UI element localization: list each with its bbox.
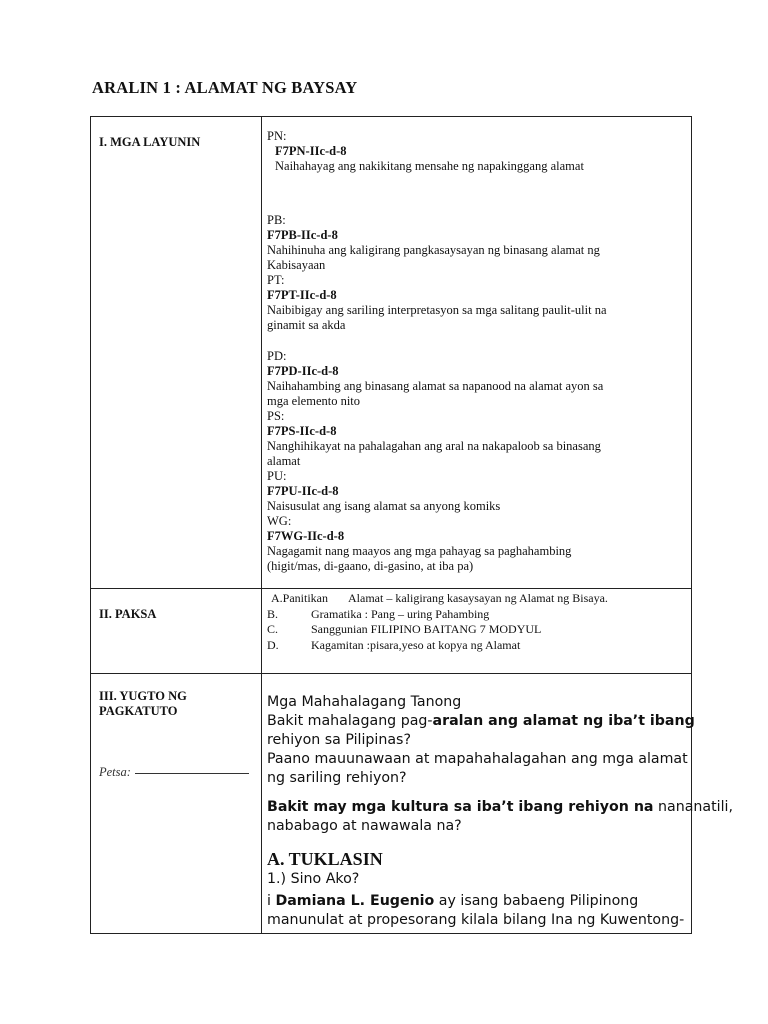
pb-code: F7PB-IIc-d-8 xyxy=(267,228,338,242)
question-3-line-2: nababago at nawawala na? xyxy=(267,818,462,834)
paksa-label: II. PAKSA xyxy=(99,607,157,621)
layunin-label: I. MGA LAYUNIN xyxy=(99,135,201,149)
lesson-table xyxy=(90,116,733,934)
question-1-line-1 xyxy=(267,712,695,731)
bio-rest: ay isang babaeng Pilipinong xyxy=(434,893,639,909)
petsa-field xyxy=(99,765,249,780)
question-1-line-2: rehiyon sa Pilipinas? xyxy=(267,732,411,748)
tuklasin-heading: A. TUKLASIN xyxy=(267,849,383,869)
column-divider xyxy=(261,117,262,933)
paksa-item-d-key: D. xyxy=(267,637,279,652)
ps-text-2: alamat xyxy=(267,454,301,468)
yugto-label-line-1: III. YUGTO NG xyxy=(99,689,187,703)
question-2-line-2: ng sariling rehiyon? xyxy=(267,770,407,786)
pt-head: PT: xyxy=(267,273,285,287)
paksa-item-d xyxy=(267,638,685,654)
page-title: ARALIN 1 : ALAMAT NG BAYSAY xyxy=(92,78,358,97)
pu-code: F7PU-IIc-d-8 xyxy=(267,484,339,498)
wg-text-2: (higit/mas, di-gaano, di-gasino, at iba pa) xyxy=(267,559,474,573)
yugto-content xyxy=(267,693,733,930)
layunin-pb-pt-block xyxy=(267,213,685,333)
petsa-blank-line xyxy=(135,773,249,774)
paksa-item-b-value: Gramatika : Pang – uring Pahambing xyxy=(311,606,490,621)
question-3-bold: Bakit may mga kultura sa iba’t ibang rehiyon na xyxy=(267,799,654,815)
paksa-list xyxy=(267,591,685,653)
pb-head: PB: xyxy=(267,213,286,227)
petsa-label: Petsa: xyxy=(99,765,131,779)
pd-text-1: Naihahambing ang binasang alamat sa napanood na alamat ayon sa xyxy=(267,379,604,393)
paksa-item-c-key: C. xyxy=(267,622,279,636)
wg-text-1: Nagagamit nang maayos ang mga pahayag sa paghahambing xyxy=(267,544,572,558)
question-3-line-1 xyxy=(267,798,733,817)
layunin-pn-block xyxy=(267,129,685,174)
wg-head: WG: xyxy=(267,514,292,528)
paksa-item-a-value: Alamat – kaligirang kasaysayan ng Alamat ng Bisaya. xyxy=(348,591,608,605)
paksa-item-d-value: Kagamitan :pisara,yeso at kopya ng Alamat xyxy=(311,637,521,652)
row-divider-layunin xyxy=(91,588,691,589)
question-1-start: Bakit mahalagang pag- xyxy=(267,713,433,729)
paksa-item-c xyxy=(267,622,685,638)
yugto-label xyxy=(99,689,187,719)
pn-head: PN: xyxy=(267,129,287,143)
pb-text-1: Nahihinuha ang kaligirang pangkasaysayan ng binasang alamat ng xyxy=(267,243,600,257)
question-2-line-1: Paano mauunawaan at mapahahalagahan ang mga alamat xyxy=(267,751,688,767)
bio-prefix: i xyxy=(267,893,276,909)
paksa-item-b xyxy=(267,607,685,623)
wg-code: F7WG-IIc-d-8 xyxy=(267,529,345,543)
mahalaga-heading: Mga Mahahalagang Tanong xyxy=(267,694,462,710)
pd-text-2: mga elemento nito xyxy=(267,394,361,408)
question-3-rest: nananatili, xyxy=(653,799,733,815)
sino-ako: 1.) Sino Ako? xyxy=(267,871,360,887)
paksa-item-a-key: A.Panitikan xyxy=(271,591,328,605)
question-1-bold: aralan ang alamat ng iba’t ibang xyxy=(432,713,695,729)
ps-text-1: Nanghihikayat na pahalagahan ang aral na nakapaloob sa binasang xyxy=(267,439,601,453)
pb-text-2: Kabisayaan xyxy=(267,258,326,272)
pt-text-1: Naibibigay ang sariling interpretasyon sa mga salitang paulit-ulit na xyxy=(267,303,607,317)
pn-text: Naihahayag ang nakikitang mensahe ng napakinggang alamat xyxy=(275,159,584,173)
paksa-item-a xyxy=(267,591,685,607)
paksa-item-c-value: Sanggunian FILIPINO BAITANG 7 MODYUL xyxy=(311,622,542,636)
bio-line-1 xyxy=(267,892,685,911)
ps-code: F7PS-IIc-d-8 xyxy=(267,424,337,438)
yugto-label-line-2: PAGKATUTO xyxy=(99,704,178,718)
pu-head: PU: xyxy=(267,469,287,483)
ps-head: PS: xyxy=(267,409,285,423)
pn-code: F7PN-IIc-d-8 xyxy=(275,144,347,158)
pt-text-2: ginamit sa akda xyxy=(267,318,346,332)
row-divider-paksa xyxy=(91,673,691,674)
layunin-pd-wg-block xyxy=(267,349,685,574)
bio-name: Damiana L. Eugenio xyxy=(275,893,435,909)
pu-text: Naisusulat ang isang alamat sa anyong komiks xyxy=(267,499,501,513)
pt-code: F7PT-IIc-d-8 xyxy=(267,288,337,302)
pd-code: F7PD-IIc-d-8 xyxy=(267,364,339,378)
bio-line-2: manunulat at propesorang kilala bilang Ina ng Kuwentong- xyxy=(267,912,685,928)
paksa-item-b-key: B. xyxy=(267,606,279,621)
pd-head: PD: xyxy=(267,349,287,363)
